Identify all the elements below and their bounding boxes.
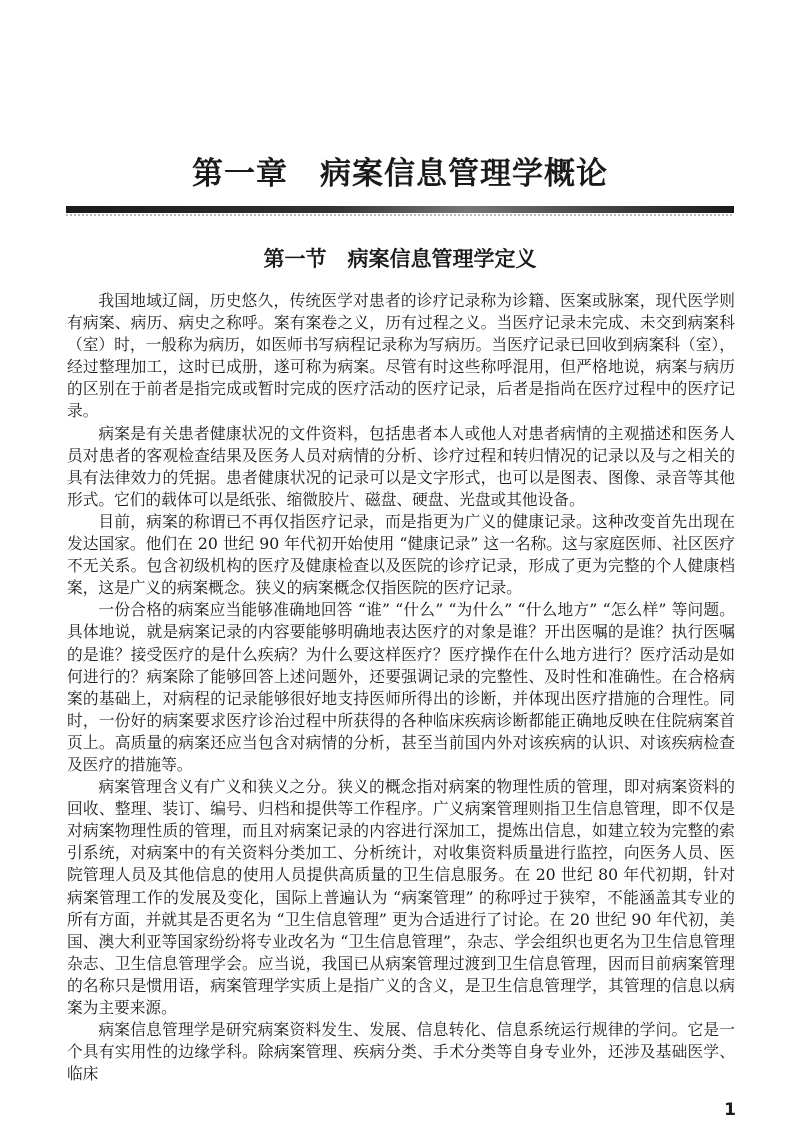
paragraph: 病案信息管理学是研究病案资料发生、发展、信息转化、信息系统运行规律的学问。它是一个具有实用性的边缘学科。除病案管理、疾病分类、手术分类等自身专业外，还涉及基础医学、临床 — [67, 1020, 735, 1084]
section-title: 第一节 病案信息管理学定义 — [263, 246, 537, 271]
page-number: 1 — [724, 1100, 736, 1120]
paragraph: 病案是有关患者健康状况的文件资料，包括患者本人或他人对患者病情的主观描述和医务人员对患者的客观检查结果及医务人员对病情的分析、诊疗过程和转归情况的记录以及与之相关的具有法律效力的凭据。患者健康状况的记录可以是文字形式，也可以是图表、图像、录音等其他形式。它们的载体可以是纸张、缩微胶片、磁盘、硬盘、光盘或其他设备。 — [67, 423, 735, 509]
paragraph: 病案管理含义有广义和狭义之分。狭义的概念指对病案的物理性质的管理，即对病案资料的回收、整理、装订、编号、归档和提供等工作程序。广义病案管理则指卫生信息管理，即不仅是对病案物理性质的管理，而且对病案记录的内容进行深加工，提炼出信息，如建立较为完整的索引系统，对病案中的有关资料分类加工、分析统计，对收集资料质量进行监控，向医务人员、医院管理人员及其他信息的使用人员提供高质量的卫生信息服务。在 20 世纪 80 年代初期，针对病案管理工作的发展及变化，国际上普遍认为 “病案管理” 的称呼过于狭窄，不能涵盖其专业的所有方面，并就其是否更名为 “卫生信息管理” 更为合适进行了讨论。在 20 世纪 90 年代初，美国、澳大利亚等国家纷纷将专业改名为 “卫生信息管理”，杂志、学会组织也更名为卫生信息管理杂志、卫生信息管理学会。应当说，我国已从病案管理过渡到卫生信息管理，因而目前病案管理的名称只是惯用语，病案管理学实质上是指广义的含义，是卫生信息管理学，其管理的信息以病案为主要来源。 — [67, 777, 735, 1017]
paragraph: 一份合格的病案应当能够准确地回答 “谁” “什么” “为什么” “什么地方” “怎么样” 等问题。具体地说，就是病案记录的内容要能够明确地表达医疗的对象是谁？开出医嘱的是谁？执行医嘱的是谁？接受医疗的是什么疾病？为什么要这样医疗？医疗操作在什么地方进行？医疗活动是如何进行的？病案除了能够回答上述问题外，还要强调记录的完整性、及时性和准确性。在合格病案的基础上，对病程的记录能够很好地支持医师所得出的诊断，并体现出医疗措施的合理性。同时，一份好的病案要求医疗诊治过程中所获得的各种临床疾病诊断都能正确地反映在住院病案首页上。高质量的病案还应当包含对病情的分析，甚至当前国内外对该疾病的认识、对该疾病检查及医疗的措施等。 — [67, 600, 735, 774]
chapter-rule-shadow — [66, 214, 734, 216]
chapter-rule — [66, 206, 734, 213]
chapter-title: 第一章 病案信息管理学概论 — [192, 156, 608, 192]
body-text — [67, 290, 735, 1085]
paragraph: 我国地域辽阔，历史悠久，传统医学对患者的诊疗记录称为诊籍、医案或脉案，现代医学则有病案、病历、病史之称呼。案有案卷之义，历有过程之义。当医疗记录未完成、未交到病案科（室）时，一般称为病历，如医师书写病程记录称为写病历。当医疗记录已回收到病案科（室），经过整理加工，这时已成册，遂可称为病案。尽管有时这些称呼混用，但严格地说，病案与病历的区别在于前者是指完成或暂时完成的医疗活动的医疗记录，后者是指尚在医疗过程中的医疗记录。 — [67, 291, 735, 421]
paragraph: 目前，病案的称谓已不再仅指医疗记录，而是指更为广义的健康记录。这种改变首先出现在发达国家。他们在 20 世纪 90 年代初开始使用 “健康记录” 这一名称。这与家庭医师、社区医疗不无关系。包含初级机构的医疗及健康检查以及医院的诊疗记录，形成了更为完整的个人健康档案，这是广义的病案概念。狭义的病案概念仅指医院的医疗记录。 — [67, 511, 735, 598]
